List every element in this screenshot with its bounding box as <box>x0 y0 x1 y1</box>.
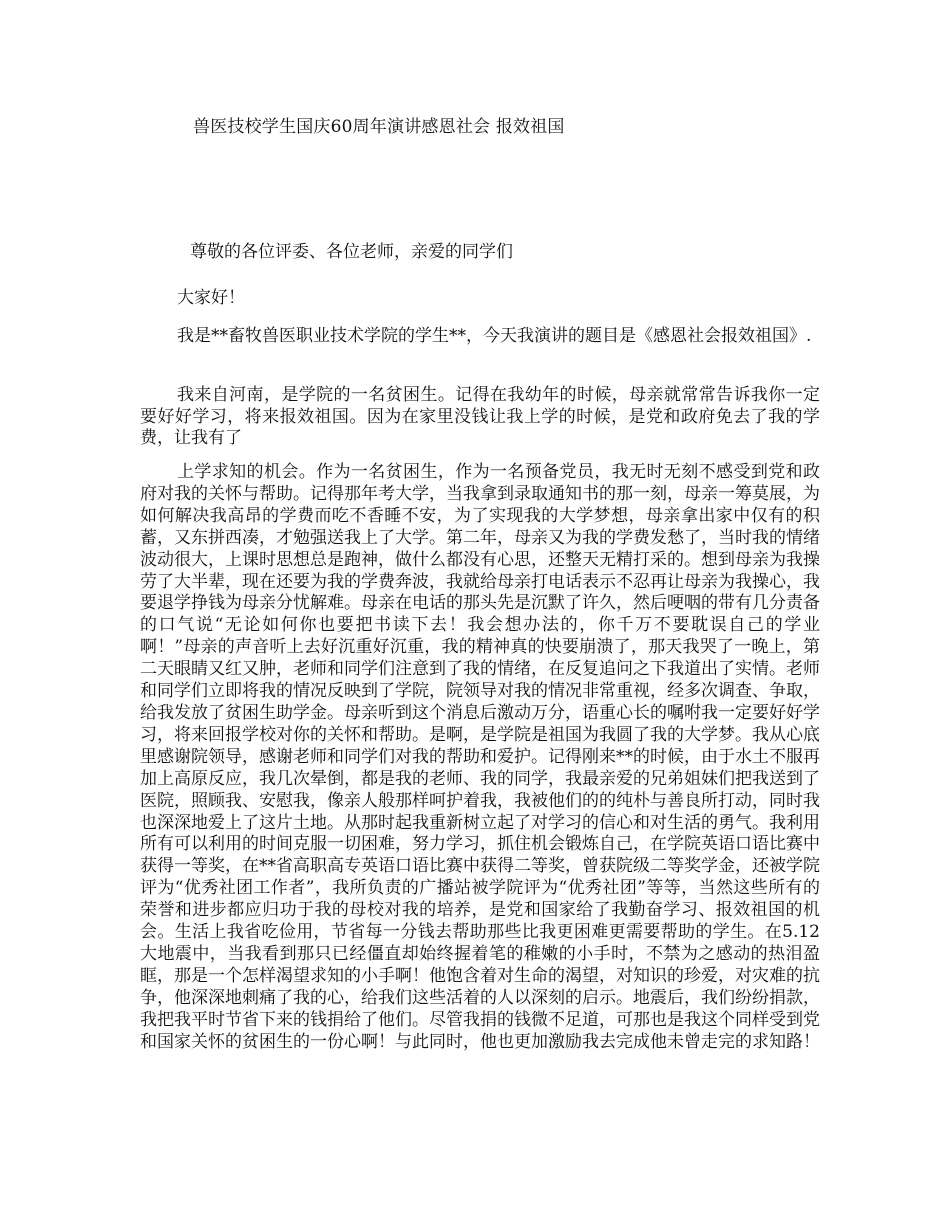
paragraph-body: 上学求知的机会。作为一名贫困生，作为一名预备党员，我无时无刻不感受到党和政府对我的关怀与帮助。记得那年考大学，当我拿到录取通知书的那一刻，母亲一筹莫展，为如何解决我高昂的学费而吃不香睡不安，为了实现我的大学梦想，母亲拿出家中仅有的积蓄，又东拼西凑，才勉强送我上了大学。第二年，母亲又为我的学费发愁了，当时我的情绪波动很大，上课时思想总是跑神，做什么都没有心思，还整天无精打采的。想到母亲为我操劳了大半辈，现在还要为我的学费奔波，我就给母亲打电话表示不忍再让母亲为我操心，我要退学挣钱为母亲分忧解难。母亲在电话的那头先是沉默了许久，然后哽咽的带有几分责备的口气说“无论如何你也要把书读下去！我会想办法的，你千万不要耽误自己的学业啊！”母亲的声音听上去好沉重好沉重，我的精神真的快要崩溃了，那天我哭了一晚上，第二天眼睛又红又肿，老师和同学们注意到了我的情绪，在反复追问之下我道出了实情。老师和同学们立即将我的情况反映到了学院，院领导对我的情况非常重视，经多次调查、争取，给我发放了贫困生助学金。母亲听到这个消息后激动万分，语重心长的嘱咐我一定要好好学习，将来回报学校对你的关怀和帮助。是啊，是学院是祖国为我圆了我的大学梦。我从心底里感谢院领导，感谢老师和同学们对我的帮助和爱护。记得刚来**的时候，由于水土不服再加上高原反应，我几次晕倒，都是我的老师、我的同学，我最亲爱的兄弟姐妹们把我送到了医院，照顾我、安慰我，像亲人般那样呵护着我，我被他们的的纯朴与善良所打动，同时我也深深地爱上了这片土地。从那时起我重新树立起了对学习的信心和对生活的勇气。我利用所有可以利用的时间克服一切困难，努力学习，抓住机会锻炼自己，在学院英语口语比赛中获得一等奖，在**省高职高专英语口语比赛中获得二等奖，曾获院级二等奖学金，还被学院评为“优秀社团工作者”，我所负责的广播站被学院评为“优秀社团”等等，当然这些所有的荣誉和进步都应归功于我的母校对我的培养，是党和国家给了我勤奋学习、报效祖国的机会。生活上我省吃俭用，节省每一分钱去帮助那些比我更困难更需要帮助的学生。在5.12大地震中，当我看到那只已经僵直却始终握着笔的稚嫩的小手时，不禁为之感动的热泪盈眶，那是一个怎样渴望求知的小手啊！他饱含着对生命的渴望，对知识的珍爱，对灾难的抗争，他深深地刺痛了我的心，给我们这些活着的人以深刻的启示。地震后，我们纷纷捐款，我把我平时节省下来的钱捐给了他们。尽管我捐的钱微不足道，可那也是我这个同样受到党和国家关怀的贫困生的一份心啊！与此同时，他也更加激励我去完成他未曾走完的求知路！ <box>140 462 820 1052</box>
document-title: 兽医技校学生国庆60周年演讲感恩社会 报效祖国 <box>193 117 565 137</box>
paragraph-intro: 我是**畜牧兽医职业技术学院的学生**，今天我演讲的题目是《感恩社会报效祖国》. <box>177 326 812 346</box>
greeting: 大家好！ <box>177 288 245 308</box>
paragraph-origin: 我来自河南，是学院的一名贫困生。记得在我幼年的时候，母亲就常常告诉我你一定要好好学习，将来报效祖国。因为在家里没钱让我上学的时候，是党和政府免去了我的学费，让我有了 <box>140 385 820 449</box>
salutation: 尊敬的各位评委、各位老师，亲爱的同学们 <box>190 242 513 262</box>
